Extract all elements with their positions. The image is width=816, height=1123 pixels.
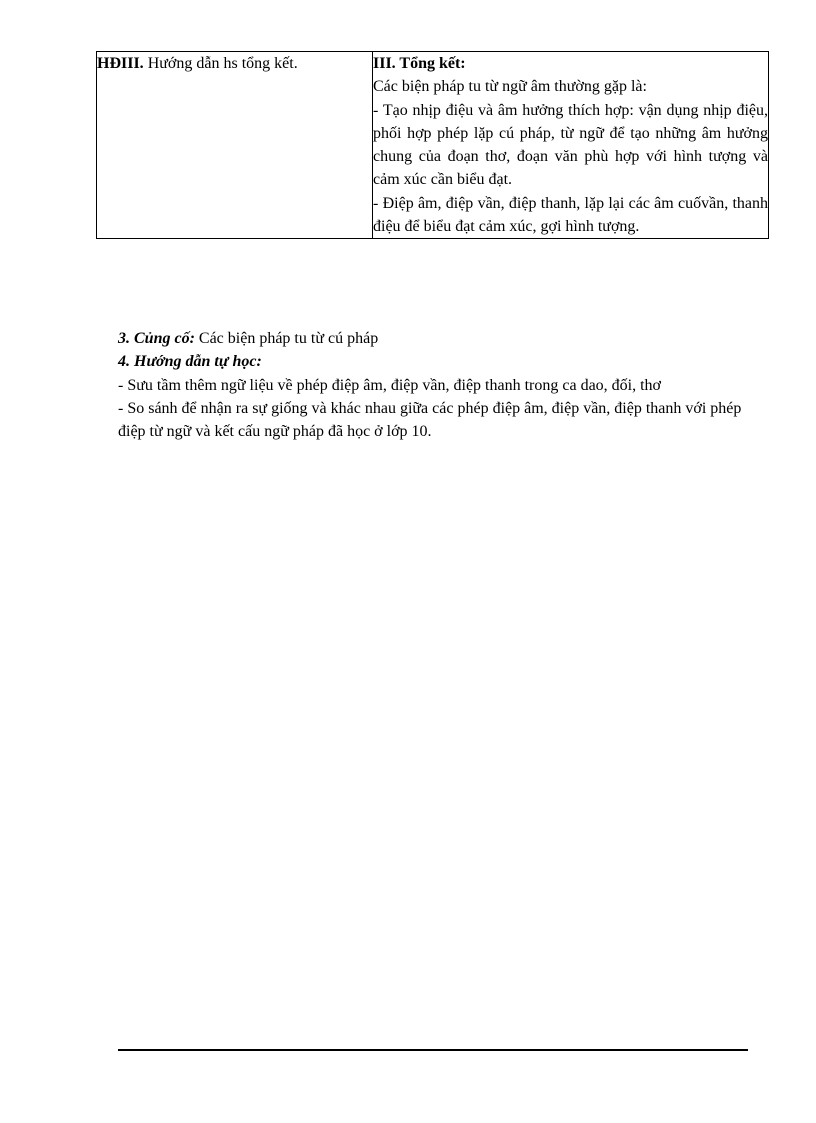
footer-rule bbox=[118, 1049, 748, 1051]
activity-text: Hướng dẫn hs tổng kết. bbox=[143, 55, 298, 72]
section-consolidation bbox=[118, 327, 758, 350]
lesson-followup bbox=[118, 327, 758, 443]
lesson-table bbox=[96, 51, 769, 239]
content-cell bbox=[373, 52, 769, 239]
activity-label: HĐIII. bbox=[97, 55, 144, 72]
consolidation-label: 3. Củng cố: bbox=[118, 330, 195, 347]
activity-cell bbox=[97, 52, 373, 239]
self-study-heading: 4. Hướng dẫn tự học: bbox=[118, 353, 262, 371]
summary-bullet-2: - Điệp âm, điệp vần, điệp thanh, lặp lại các âm cuốvần, thanh điệu để biểu đạt cảm xúc, gợi hình tượng. bbox=[373, 194, 768, 236]
summary-heading: III. Tổng kết: bbox=[373, 55, 466, 72]
self-study-line-2: - So sánh để nhận ra sự giống và khác nhau giữa các phép điệp âm, điệp vần, điệp thanh với phép điệp từ ngữ và kết cấu ngữ pháp đã học ở lớp 10. bbox=[118, 399, 742, 441]
summary-intro: Các biện pháp tu từ ngữ âm thường gặp là: bbox=[373, 78, 647, 96]
table-row bbox=[97, 52, 769, 239]
self-study-line-1: - Sưu tầm thêm ngữ liệu về phép điệp âm, điệp vần, điệp thanh trong ca dao, đối, thơ bbox=[118, 376, 662, 394]
consolidation-text: Các biện pháp tu từ cú pháp bbox=[194, 330, 379, 347]
summary-bullet-1: - Tạo nhịp điệu và âm hưởng thích hợp: vận dụng nhịp điệu, phối hợp phép lặp cú pháp, từ ngữ để tạo những âm hưởng chung của đoạn thơ, đoạn văn phù hợp với hình tượng và cảm xúc cần biểu đạt. bbox=[373, 101, 768, 189]
